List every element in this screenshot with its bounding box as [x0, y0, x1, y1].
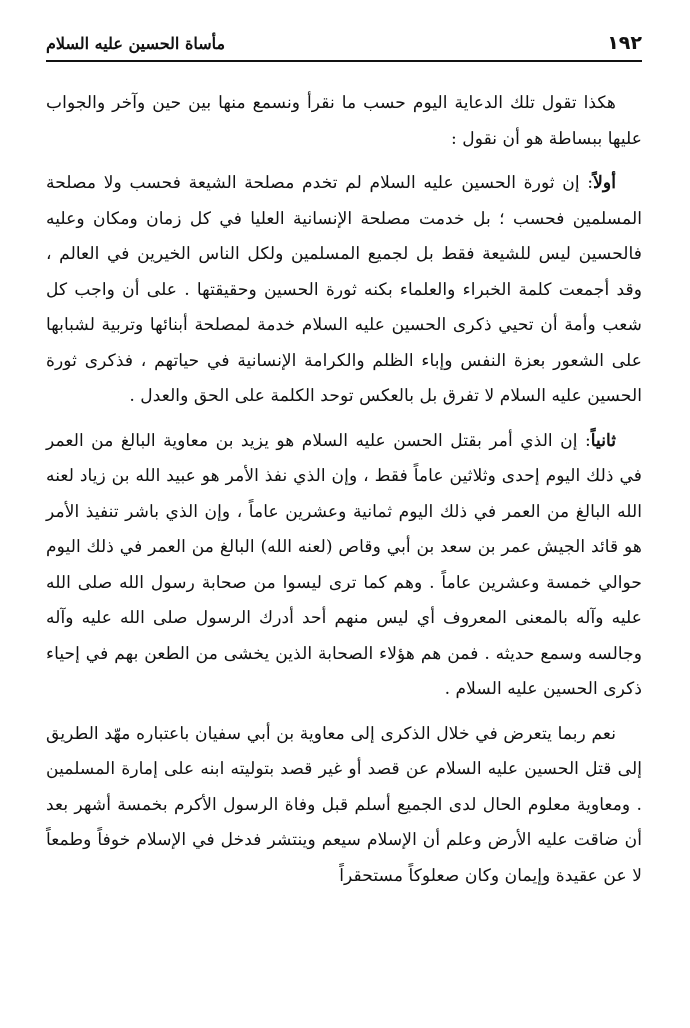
paragraph-text: هكذا تقول تلك الدعاية اليوم حسب ما نقرأ ونسمع منها بين حين وآخر والجواب عليها ببساطة هو أن نقول : — [46, 93, 642, 149]
paragraph-text: نعم ربما يتعرض في خلال الذكرى إلى معاوية بن أبي سفيان باعتباره مهّد الطريق إلى قتل الحسين عليه السلام عن قصد أو غير قصد بتوليته ابنه على إمارة المسلمين . ومعاوية معلوم الحال لدى الجميع أسلم قبل وفاة الرسول الأكرم بخمسة أشهر بعد أن ضاقت عليه الأرض وعلم أن الإسلام سيعم وينتشر فدخل في الإسلام خوفاً وطمعاً لا عن عقيدة وإيمان وكان صعلوكاً مستحقراً — [46, 723, 642, 886]
paragraph-second-point — [46, 424, 642, 708]
paragraph-muawiya — [46, 717, 642, 895]
running-header — [46, 26, 642, 60]
book-title: مأساة الحسين عليه السلام — [46, 33, 226, 53]
paragraph-text: : إن ثورة الحسين عليه السلام لم تخدم مصلحة الشيعة فحسب ولا مصلحة المسلمين فحسب ؛ بل خدمت مصلحة الإنسانية العليا في كل زمان ومكان وعليه فالحسين ليس للشيعة فقط بل لجميع المسلمين ولكل الناس الخيرين في العالم ، وقد أجمعت كلمة الخبراء والعلماء بكنه ثورة الحسين وحقيقتها . على أن واجب كل شعب وأمة أن تحيي ذكرى الحسين عليه السلام خدمة لمصلحة أبنائها وتربية لشبابها على الشعور بعزة النفس وإباء الظلم والكرامة الإنسانية في حياتهم ، فذكرى ثورة الحسين عليه السلام لا تفرق بل بالعكس توحد الكلمة على الحق والعدل . — [46, 173, 642, 406]
page-number: ١٩٢ — [607, 32, 642, 54]
paragraph-lead: ثانياً — [590, 430, 616, 451]
paragraph-text: : إن الذي أمر بقتل الحسن عليه السلام هو يزيد بن معاوية البالغ من العمر في ذلك اليوم إحدى وثلاثين عاماً فقط ، وإن الذي نفذ الأمر هو عبيد الله بن زياد لعنه الله البالغ من العمر في ذلك اليوم ثمانية وعشرين عاماً ، وإن الذي باشر تنفيذ الأمر هو قائد الجيش عمر بن سعد بن أبي وقاص (لعنه الله) البالغ من العمر في ذلك اليوم حوالي خمسة وعشرين عاماً . وهم كما ترى ليسوا من صحابة رسول الله صلى الله عليه وآله بالمعنى المعروف أي ليس منهم أحد أدرك الرسول صلى الله عليه وآله وجالسه وسمع حديثه . فمن هم هؤلاء الصحابة الذين يخشى من الطعن بهم في إحياء ذكرى الحسين عليه السلام . — [46, 430, 642, 699]
paragraph-first-point — [46, 166, 642, 415]
paragraph-lead: أولاً — [593, 173, 616, 193]
main-text — [46, 86, 642, 903]
paragraph-intro — [46, 86, 642, 157]
header-divider — [46, 60, 642, 62]
